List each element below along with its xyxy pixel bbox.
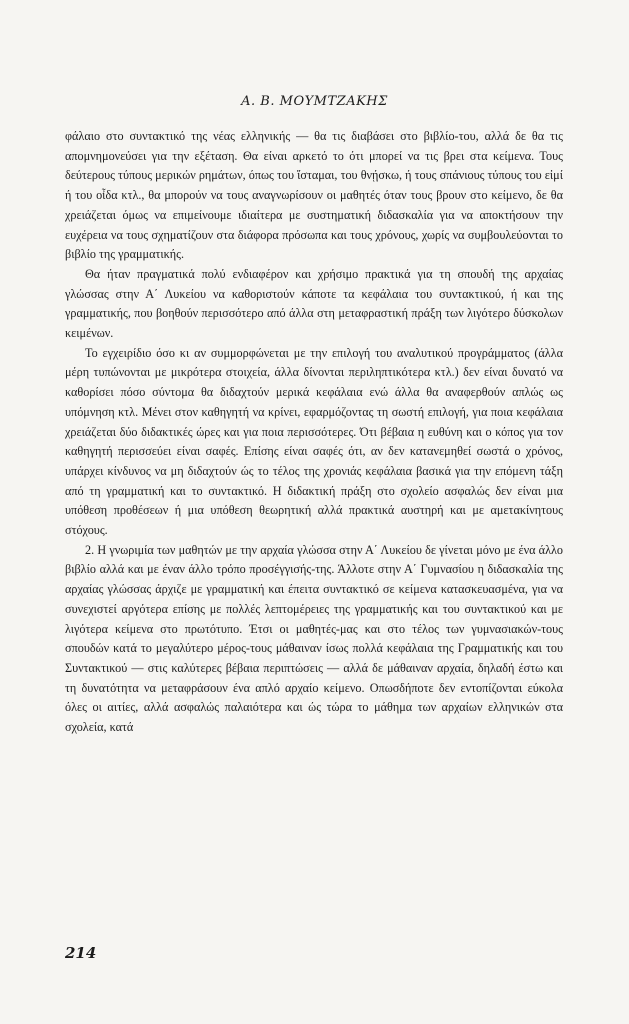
paragraph-section-2: 2. Η γνωριμία των μαθητών με την αρχαία γλώσσα στην Α΄ Λυκείου δε γίνεται μόνο με ένα άλλο βιβλίο αλλά και με έναν άλλο τρόπο προσέγγισής-της. Άλλοτε στην Α΄ Γυμνασίου η διδασκαλία της αρχαίας γλώσσας άρχιζε με γραμματική και έπειτα συντακτικό σε κείμενα κατασκευασμένα, για να συνεχιστεί αργότερα επίσης με πολλές λεπτομέρειες της γραμματικής και του συντακτικού και με λιγότερα κείμενα στο πρωτότυπο. Έτσι οι μαθητές-μας και στο τέλος των γυμνασιακών-τους σπουδών κατά το μεγαλύτερο μέρος-τους μάθαιναν ίσως πολλά κεφάλαια της Γραμματικής και του Συντακτικού — στις καλύτερες βέβαια περιπτώσεις — αλλά δε μάθαιναν αρχαία, δηλαδή έστω και τη δυνατότητα να μεταφράσουν ένα απλό αρχαίο κείμενο. Οπωσδήποτε δεν εντοπίζονται εύκολα όλες οι αιτίες, αλλά ασφαλώς παλαιότερα και ώς τώρα το μάθημα των αρχαίων ελληνικών στα σχολεία, κατά <box>65 542 563 735</box>
page-number: 214 <box>65 944 97 962</box>
running-header: Α. Β. ΜΟΥΜΤΖΑΚΗΣ <box>241 94 388 109</box>
paragraph: Θα ήταν πραγματικά πολύ ενδιαφέρον και χρήσιμο πρακτικά για τη σπουδή της αρχαίας γλώσσας στην Α΄ Λυκείου να καθοριστούν κάποτε τα κεφάλαια του συντακτικού, ή και της γραμματικής, που βοηθούν περισσότερο από άλλα στη μεταφραστική πράξη των λιγότερο δύσκολων κειμένων. <box>65 266 563 341</box>
paragraph: Το εγχειρίδιο όσο κι αν συμμορφώνεται με την επιλογή του αναλυτικού προγράμματος (άλλα μέρη τυπώνονται με μικρότερα στοιχεία, άλλα δίνονται περιληπτικότερα κτλ.) δεν είναι δυνατό να καθορίσει πόσο σύντομα θα διδαχτούν μερικά κεφάλαια ενώ άλλα θα αναφερθούν απλώς ως υπόμνηση κτλ. Μένει στον καθηγητή να κρίνει, εφαρμόζοντας τη σωστή επιλογή, για ποια κεφάλαια χρειάζεται δύο διδακτικές ώρες και για ποια περισσότερες. Ότι βέβαια η ευθύνη και ο κόπος για τον καθηγητή περισσεύει είναι σαφές. Επίσης είναι σαφές ότι, αν δεν κατανεμηθεί σωστά ο χρόνος, υπάρχει κίνδυνος να μη διδαχτούν ώς το τέλος της χρονιάς κεφάλαια βασικά για την επόμενη τάξη από τη γραμματική και το συντακτικό. Η διδακτική πράξη στο σχολείο ασφαλώς δεν είναι μια υπόθεση προθέσεων ή μια υπόθεση θεωρητική αλλά πρακτικά αυστηρή και με αμετακίνητους στόχους. <box>65 345 563 538</box>
body-text <box>65 127 563 738</box>
paragraph-continued: φάλαιο στο συντακτικό της νέας ελληνικής — θα τις διαβάσει στο βιβλίο-του, αλλά δε θα τις απομνημονεύσει για την εξέταση. Θα είναι αρκετό το ότι μπορεί να τις βρει στα κείμενα. Τους δεύτερους τύπους μερικών ρημάτων, όπως του ἵσταμαι, του θνῄσκω, ή τους σπάνιους τύπους του εἰμί ή του οἶδα κτλ., θα μπορούν να τους αναγνωρίσουν οι μαθητές όταν τους βρουν στο κείμενο, δε θα χρειάζεται όμως να επιμείνουμε ιδιαίτερα με συστηματική διδασκαλία για να αποκτήσουν την ευχέρεια να τους σχηματίζουν στα διάφορα πρόσωπα και τους χρόνους, χωρίς να συμβουλεύονται το βιβλίο της γραμματικής. <box>65 129 563 262</box>
